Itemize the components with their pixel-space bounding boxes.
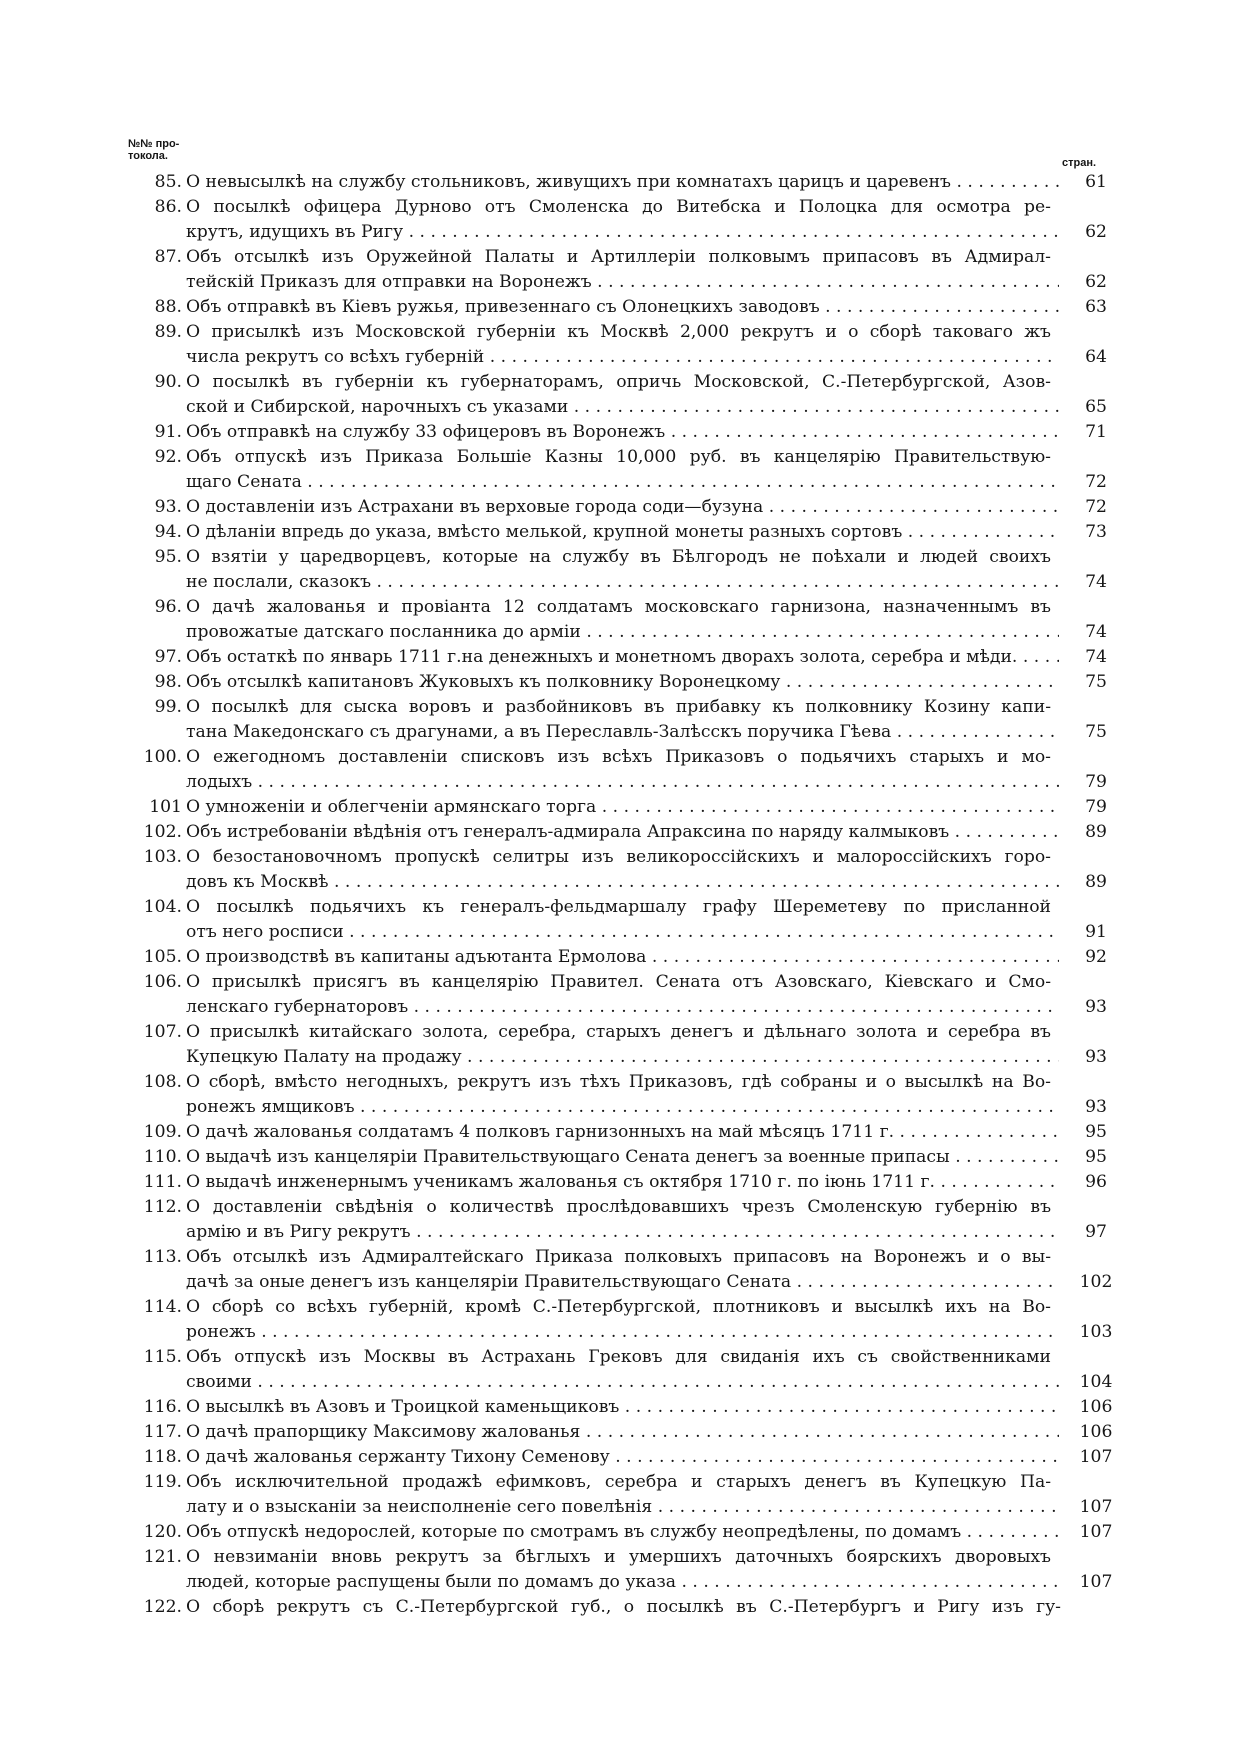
toc-entry: [0, 545, 1241, 595]
toc-entry: [0, 895, 1241, 945]
entry-title-line-2: тейскій Приказъ для отправки на Воронежъ . . .: [186, 270, 1059, 295]
protocol-number: 118.: [143, 1447, 182, 1467]
entry-title: Объ отпускѣ недорослей, которые по смотрамъ въ службу неопредѣлены, по домамъ . . .: [186, 1520, 1059, 1545]
page-number: 106: [1070, 1420, 1122, 1445]
toc-entry: [0, 1295, 1241, 1345]
entry-title-line-2: людей, которые распущены были по домамъ до указа . . .: [186, 1570, 1059, 1595]
entry-title-line-2: своими . . .: [186, 1370, 1059, 1395]
entry-title-line-1: О взятіи у царедворцевъ, которые на службу въ Бѣлгородъ не поѣхали и людей своихъ: [186, 547, 1051, 567]
protocol-number: 102.: [143, 822, 182, 842]
toc-entry: [0, 1245, 1241, 1295]
protocol-number: 111.: [143, 1172, 182, 1192]
entry-title: О дачѣ прапорщику Максимову жалованья . . .: [186, 1420, 1059, 1445]
toc-entry: [0, 295, 1241, 320]
entry-title-line-1: О безостановочномъ пропускѣ селитры изъ великороссійскихъ и малороссійскихъ горо-: [186, 847, 1051, 867]
protocol-number: 87.: [154, 247, 182, 267]
page-number: 93: [1070, 995, 1122, 1020]
protocol-number: 103.: [143, 847, 182, 867]
protocol-number: 91.: [154, 422, 182, 442]
protocol-number: 117.: [143, 1422, 182, 1442]
entry-title: Объ истребованіи вѣдѣнія отъ генералъ-адмирала Апраксина по наряду калмыковъ . . .: [186, 820, 1059, 845]
protocol-number: 105.: [143, 947, 182, 967]
entry-title-line-1: О доставленіи свѣдѣнія о количествѣ прослѣдовавшихъ чрезъ Смоленскую губернію въ: [186, 1197, 1051, 1217]
toc-entry: [0, 745, 1241, 795]
entry-title: О сборѣ рекрутъ съ С.-Петербургской губ., о посылкѣ въ С.-Петербургъ и Ригу изъ гу-: [186, 1597, 1061, 1617]
entry-title: О производствѣ въ капитаны адъютанта Ермолова . . .: [186, 945, 1059, 970]
toc-entry: [0, 320, 1241, 370]
entry-title: О дачѣ жалованья сержанту Тихону Семенову . . .: [186, 1445, 1059, 1470]
page-number: 96: [1070, 1170, 1122, 1195]
toc-entry: [0, 645, 1241, 670]
page-number: 74: [1070, 645, 1122, 670]
toc-entry: [0, 420, 1241, 445]
entry-title: О доставленіи изъ Астрахани въ верховые города соди—бузуна . . .: [186, 495, 1059, 520]
entry-title: О выдачѣ инженернымъ ученикамъ жалованья съ октября 1710 г. по іюнь 1711 г. . . .: [186, 1170, 1059, 1195]
protocol-number: 98.: [154, 672, 182, 692]
entry-title-line-1: Объ отпускѣ изъ Приказа Большіе Казны 10,000 руб. въ канцелярію Правительствую-: [186, 447, 1051, 467]
page-number: 79: [1070, 795, 1122, 820]
toc-entry: [0, 1470, 1241, 1520]
entry-title-line-1: О сборѣ, вмѣсто негодныхъ, рекрутъ изъ тѣхъ Приказовъ, гдѣ собраны и о высылкѣ на Во-: [186, 1072, 1051, 1092]
toc-entry: [0, 670, 1241, 695]
page-number: 62: [1070, 220, 1122, 245]
entry-title-line-1: О присылкѣ изъ Московской губерніи къ Москвѣ 2,000 рекрутъ и о сборѣ таковаго жъ: [186, 322, 1051, 342]
entry-title-line-2: ронежъ . . .: [186, 1320, 1059, 1345]
entry-title: Объ отсылкѣ капитановъ Жуковыхъ къ полковнику Воронецкому . . .: [186, 670, 1059, 695]
entry-title-line-1: О посылкѣ офицера Дурново отъ Смоленска до Витебска и Полоцка для осмотра ре-: [186, 197, 1051, 217]
protocol-number: 86.: [154, 197, 182, 217]
toc-entry: [0, 370, 1241, 420]
entry-title-line-1: О присылкѣ присягъ въ канцелярію Правител. Сената отъ Азовскаго, Кіевскаго и Смо-: [186, 972, 1051, 992]
protocol-number: 101: [149, 797, 182, 817]
entry-title-line-1: Объ отпускѣ изъ Москвы въ Астрахань Грековъ для свиданія ихъ съ свойственниками: [186, 1347, 1051, 1367]
toc-entry: [0, 1420, 1241, 1445]
toc-entry: [0, 595, 1241, 645]
protocol-number: 106.: [143, 972, 182, 992]
page-number: 107: [1070, 1445, 1122, 1470]
entry-title-line-2: провожатые датскаго посланника до арміи . . .: [186, 620, 1059, 645]
protocol-number: 109.: [143, 1122, 182, 1142]
entry-title-line-2: крутъ, идущихъ въ Ригу . . .: [186, 220, 1059, 245]
entry-title-line-2: ской и Сибирской, нарочныхъ съ указами . . .: [186, 395, 1059, 420]
page-number: 106: [1070, 1395, 1122, 1420]
protocol-number: 122.: [143, 1597, 182, 1617]
entry-title: О дачѣ жалованья солдатамъ 4 полковъ гарнизонныхъ на май мѣсяцъ 1711 г. . . .: [186, 1120, 1059, 1145]
entry-title: О высылкѣ въ Азовъ и Троицкой каменьщиковъ . . .: [186, 1395, 1059, 1420]
entry-title-line-2: дачѣ за оные денегъ изъ канцеляріи Правительствующаго Сената . . .: [186, 1270, 1059, 1295]
protocol-number: 90.: [154, 372, 182, 392]
page-number: 93: [1070, 1045, 1122, 1070]
protocol-number: 88.: [154, 297, 182, 317]
protocol-number: 116.: [143, 1397, 182, 1417]
protocol-number: 108.: [143, 1072, 182, 1092]
entry-title-line-1: Объ отсылкѣ изъ Адмиралтейскаго Приказа полковыхъ припасовъ на Воронежъ и о вы-: [186, 1247, 1051, 1267]
toc-entry: [0, 245, 1241, 295]
protocol-number: 85.: [154, 172, 182, 192]
toc-entry: [0, 1395, 1241, 1420]
protocol-number: 92.: [154, 447, 182, 467]
entry-title: Объ отправкѣ на службу 33 офицеровъ въ Воронежъ . . .: [186, 420, 1059, 445]
protocol-number: 113.: [143, 1247, 182, 1267]
protocol-number: 93.: [154, 497, 182, 517]
page-number: 89: [1070, 820, 1122, 845]
protocol-number: 104.: [143, 897, 182, 917]
page-number: 103: [1070, 1320, 1122, 1345]
page-number: 95: [1070, 1145, 1122, 1170]
page-number: 72: [1070, 470, 1122, 495]
toc-entry: [0, 170, 1241, 195]
entry-title-line-1: О посылкѣ въ губерніи къ губернаторамъ, опричь Московской, С.-Петербургской, Азов-: [186, 372, 1051, 392]
entry-title: О дѣланіи впредь до указа, вмѣсто мелькой, крупной монеты разныхъ сортовъ . . .: [186, 520, 1059, 545]
protocol-number-column-header: [128, 138, 179, 162]
page-number: 104: [1070, 1370, 1122, 1395]
toc-entry: [0, 1070, 1241, 1120]
entry-title: Объ отправкѣ въ Кіевъ ружья, привезеннаго съ Олонецкихъ заводовъ . . .: [186, 295, 1059, 320]
entry-title-line-2: довъ къ Москвѣ . . .: [186, 870, 1059, 895]
entry-title-line-2: лату и о взысканіи за неисполненіе сего повелѣнія . . .: [186, 1495, 1059, 1520]
toc-entry: [0, 945, 1241, 970]
entry-title-line-2: армію и въ Ригу рекрутъ . . .: [186, 1220, 1059, 1245]
page-number: 63: [1070, 295, 1122, 320]
entry-title-line-1: О невзиманіи вновь рекрутъ за бѣглыхъ и умершихъ даточныхъ боярскихъ дворовыхъ: [186, 1547, 1051, 1567]
protocol-number: 119.: [143, 1472, 182, 1492]
toc-entry: [0, 195, 1241, 245]
page-number: 72: [1070, 495, 1122, 520]
protocol-number: 120.: [143, 1522, 182, 1542]
entry-title-line-1: О присылкѣ китайскаго золота, серебра, старыхъ денегъ и дѣльнаго золота и серебра въ: [186, 1022, 1051, 1042]
protocol-number: 112.: [143, 1197, 182, 1217]
toc-entry: [0, 1120, 1241, 1145]
toc-entry: [0, 1545, 1241, 1595]
entry-title-line-2: тана Македонскаго съ драгунами, а въ Переславль-Залѣсскъ поручика Гѣева . . .: [186, 720, 1059, 745]
toc-entry: [0, 1170, 1241, 1195]
page-number: 92: [1070, 945, 1122, 970]
page-number: 93: [1070, 1095, 1122, 1120]
protocol-number: 115.: [143, 1347, 182, 1367]
entry-title-line-2: числа рекрутъ со всѣхъ губерній . . .: [186, 345, 1059, 370]
toc-entry: [0, 1520, 1241, 1545]
page-number: 73: [1070, 520, 1122, 545]
entry-title: О невысылкѣ на службу стольниковъ, живущихъ при комнатахъ царицъ и царевенъ . . .: [186, 170, 1059, 195]
page-number: 65: [1070, 395, 1122, 420]
page-number: 71: [1070, 420, 1122, 445]
page-column-header: стран.: [1062, 157, 1097, 169]
page-number: 75: [1070, 670, 1122, 695]
protocol-number: 121.: [143, 1547, 182, 1567]
page-number: 95: [1070, 1120, 1122, 1145]
protocol-number: 96.: [154, 597, 182, 617]
entry-title-line-1: О дачѣ жалованья и провіанта 12 солдатамъ московскаго гарнизона, назначеннымъ въ: [186, 597, 1051, 617]
protocol-number: 100.: [143, 747, 182, 767]
protocol-header-line-2: токола.: [128, 150, 168, 162]
page-number: 74: [1070, 620, 1122, 645]
protocol-number: 95.: [154, 547, 182, 567]
toc-entry: [0, 695, 1241, 745]
page-number: 107: [1070, 1570, 1122, 1595]
protocol-number: 94.: [154, 522, 182, 542]
page-number: 64: [1070, 345, 1122, 370]
toc-entry: [0, 1345, 1241, 1395]
protocol-number: 107.: [143, 1022, 182, 1042]
entry-title-line-1: Объ исключительной продажѣ ефимковъ, серебра и старыхъ денегъ въ Купецкую Па-: [186, 1472, 1051, 1492]
toc-entry: [0, 820, 1241, 845]
toc-entry: [0, 1145, 1241, 1170]
page-number: 89: [1070, 870, 1122, 895]
protocol-number: 97.: [154, 647, 182, 667]
protocol-number: 89.: [154, 322, 182, 342]
toc-entry: [0, 970, 1241, 1020]
entry-title-line-1: О ежегодномъ доставленіи списковъ изъ всѣхъ Приказовъ о подьячихъ старыхъ и мо-: [186, 747, 1051, 767]
entry-title-line-2: лодыхъ . . .: [186, 770, 1059, 795]
protocol-number: 110.: [143, 1147, 182, 1167]
entry-title-line-2: ронежъ ямщиковъ . . .: [186, 1095, 1059, 1120]
toc-entry: [0, 1020, 1241, 1070]
entry-title-line-2: щаго Сената . . .: [186, 470, 1059, 495]
entry-title-line-1: Объ отсылкѣ изъ Оружейной Палаты и Артиллеріи полковымъ припасовъ въ Адмирал-: [186, 247, 1051, 267]
toc-entry: [0, 845, 1241, 895]
table-of-contents: [0, 170, 1241, 1620]
page-number: 62: [1070, 270, 1122, 295]
page-number: 107: [1070, 1495, 1122, 1520]
entry-title-line-2: отъ него росписи . . .: [186, 920, 1059, 945]
protocol-number: 99.: [154, 697, 182, 717]
entry-title-line-2: Купецкую Палату на продажу . . .: [186, 1045, 1059, 1070]
page-number: 61: [1070, 170, 1122, 195]
page-number: 79: [1070, 770, 1122, 795]
toc-entry: [0, 520, 1241, 545]
page-number: 97: [1070, 1220, 1122, 1245]
toc-entry: [0, 795, 1241, 820]
entry-title: О выдачѣ изъ канцеляріи Правительствующаго Сената денегъ за военные припасы . . .: [186, 1145, 1059, 1170]
protocol-header-line-1: №№ про-: [128, 138, 180, 150]
entry-title-line-2: ленскаго губернаторовъ . . .: [186, 995, 1059, 1020]
entry-title: О умноженіи и облегченіи армянскаго торга . . .: [186, 795, 1059, 820]
entry-title: Объ остаткѣ по январь 1711 г.на денежныхъ и монетномъ дворахъ золота, серебра и мѣди. . . .: [186, 645, 1059, 670]
page-number: 102: [1070, 1270, 1122, 1295]
toc-entry: [0, 1445, 1241, 1470]
toc-entry: [0, 1195, 1241, 1245]
entry-title-line-2: не послали, сказокъ . . .: [186, 570, 1059, 595]
toc-entry: [0, 495, 1241, 520]
toc-entry: [0, 1595, 1241, 1620]
page-number: 107: [1070, 1520, 1122, 1545]
entry-title-line-1: О посылкѣ для сыска воровъ и разбойниковъ въ прибавку къ полковнику Козину капи-: [186, 697, 1051, 717]
page-number: 75: [1070, 720, 1122, 745]
entry-title-line-1: О посылкѣ подьячихъ къ генералъ-фельдмаршалу графу Шереметеву по присланной: [186, 897, 1051, 917]
toc-entry: [0, 445, 1241, 495]
page-number: 91: [1070, 920, 1122, 945]
page-number: 74: [1070, 570, 1122, 595]
entry-title-line-1: О сборѣ со всѣхъ губерній, кромѣ С.-Петербургской, плотниковъ и высылкѣ ихъ на Во-: [186, 1297, 1051, 1317]
protocol-number: 114.: [143, 1297, 182, 1317]
